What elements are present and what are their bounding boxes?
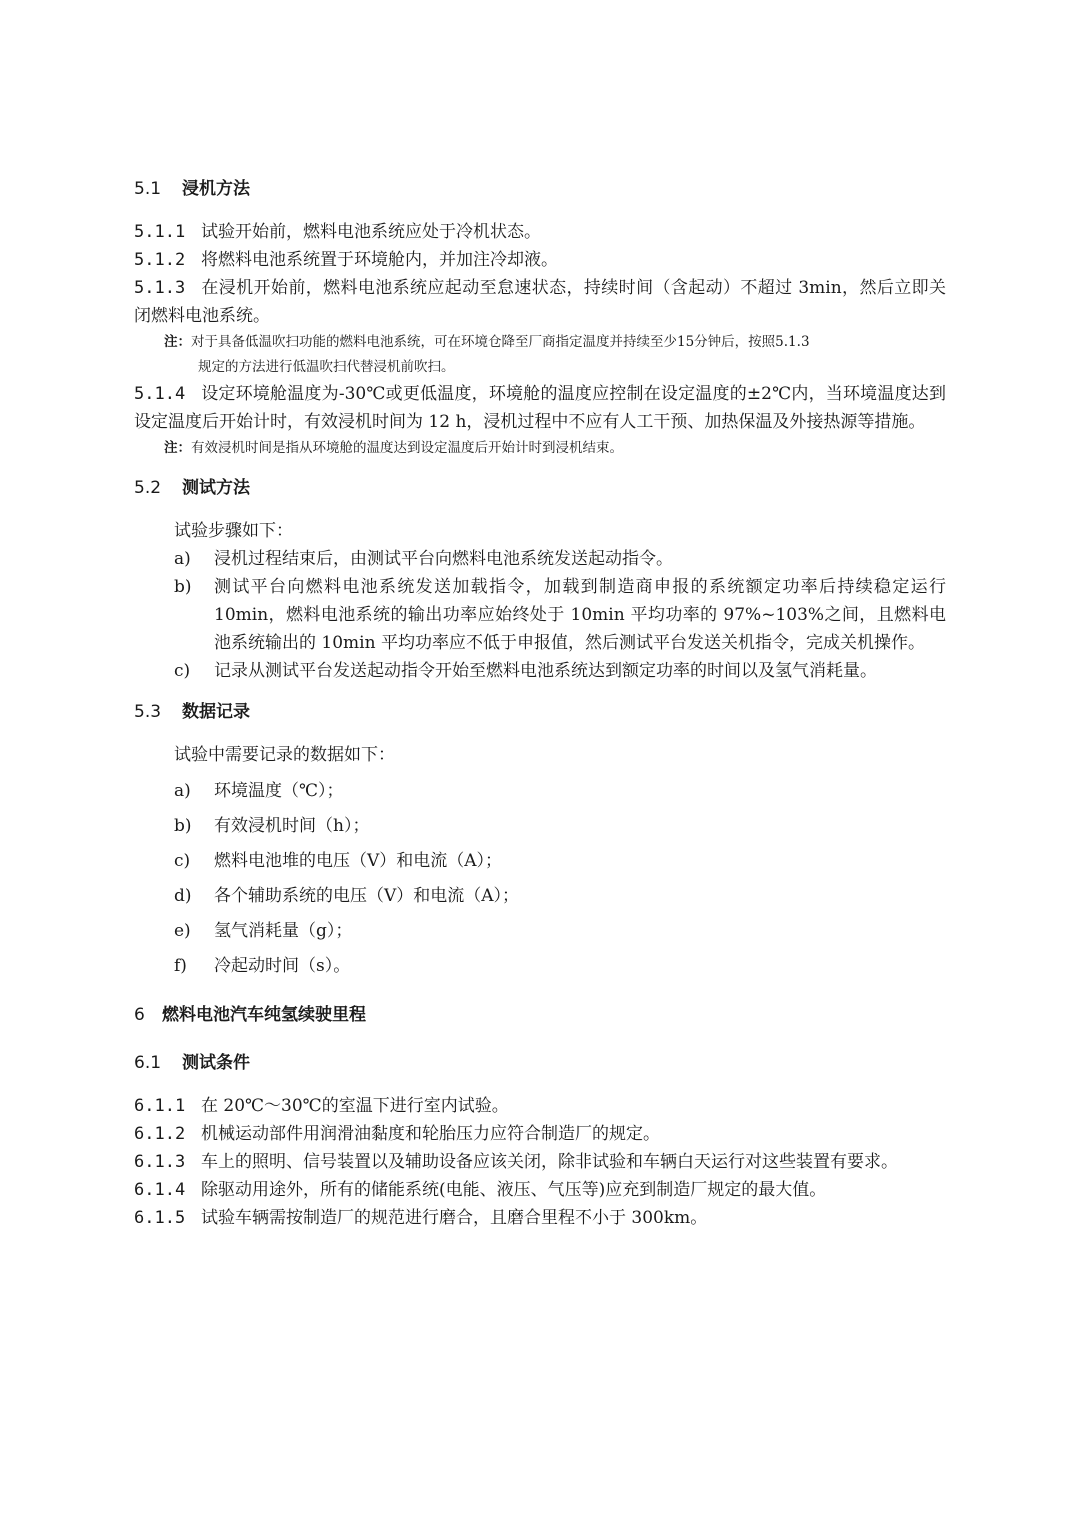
list-text: 浸机过程结束后，由测试平台向燃料电池系统发送起动指令。 [214,549,673,569]
clause-number: 5.1.2 [134,250,186,270]
section-heading-5-2 [134,475,946,501]
note-text: 有效浸机时间是指从环境舱的温度达到设定温度后开始计时到浸机结束。 [191,440,623,456]
clause-number: 5.1.3 [134,278,186,298]
list-label: b) [174,816,192,836]
note-text-line1: 对于具备低温吹扫功能的燃料电池系统，可在环境仓降至厂商指定温度并持续至少15分钟后，按照5.1.3 [191,334,810,350]
note-5-1-4 [134,436,946,461]
section-number: 5.1 [134,179,162,199]
clause-text: 试验开始前，燃料电池系统应处于冷机状态。 [201,222,541,242]
section-title: 测试条件 [182,1053,250,1073]
list-item [134,545,946,573]
list-label: d) [174,886,192,906]
data-intro: 试验中需要记录的数据如下： [174,745,395,765]
chapter-heading-6 [134,1002,946,1028]
chapter-title: 燃料电池汽车纯氢续驶里程 [162,1005,366,1025]
list-text: 各个辅助系统的电压（V）和电流（A）； [214,886,520,906]
clause-6-1-5 [134,1204,946,1232]
note-text-line2: 规定的方法进行低温吹扫代替浸机前吹扫。 [198,359,455,375]
list-item [134,812,946,840]
clause-5-1-4 [134,380,946,436]
list-item [134,657,946,685]
clause-number: 6.1.1 [134,1096,186,1116]
document-content [134,176,946,1232]
list-item [134,917,946,945]
list-label: f) [174,956,187,976]
list-item [134,847,946,875]
data-list [134,777,946,980]
section-title: 浸机方法 [182,179,250,199]
list-text: 有效浸机时间（h）； [214,816,370,836]
clause-number: 6.1.5 [134,1208,186,1228]
clause-6-1-4 [134,1176,946,1204]
list-label: c) [174,661,191,681]
list-item [134,882,946,910]
clause-text: 将燃料电池系统置于环境舱内，并加注冷却液。 [201,250,558,270]
clause-5-1-2 [134,246,946,274]
clause-number: 5.1.4 [134,384,186,404]
section-title: 数据记录 [182,702,250,722]
section-number: 5.2 [134,478,162,498]
list-label: a) [174,781,191,801]
list-item [134,952,946,980]
clause-text: 在 20℃～30℃的室温下进行室内试验。 [201,1096,509,1116]
list-label: c) [174,851,191,871]
list-item [134,573,946,657]
section-heading-5-1 [134,176,946,202]
steps-list [134,545,946,685]
section-number: 6.1 [134,1053,162,1073]
clause-5-1-1 [134,218,946,246]
section-heading-6-1 [134,1050,946,1076]
list-label: b) [174,577,192,597]
section-number: 5.3 [134,702,162,722]
list-label: a) [174,549,191,569]
list-item [134,777,946,805]
clause-text: 设定环境舱温度为-30℃或更低温度，环境舱的温度应控制在设定温度的±2℃内，当环境温度达到设定温度后开始计时，有效浸机时间为 12 h，浸机过程中不应有人工干预、加热保温及外接热源等措施。 [134,384,946,432]
clause-number: 6.1.4 [134,1180,186,1200]
clause-text: 试验车辆需按制造厂的规范进行磨合，且磨合里程不小于 300km。 [201,1208,708,1228]
note-label: 注： [164,334,191,350]
clause-number: 5.1.1 [134,222,186,242]
note-5-1-3 [134,330,946,380]
list-text: 记录从测试平台发送起动指令开始至燃料电池系统达到额定功率的时间以及氢气消耗量。 [214,661,877,681]
note-label: 注： [164,440,191,456]
clause-5-1-3 [134,274,946,330]
list-label: e) [174,921,191,941]
list-text: 氢气消耗量（g）； [214,921,353,941]
section-title: 测试方法 [182,478,250,498]
clause-text: 车上的照明、信号装置以及辅助设备应该关闭，除非试验和车辆白天运行对这些装置有要求。 [201,1152,898,1172]
clause-6-1-1 [134,1092,946,1120]
clause-text: 除驱动用途外，所有的储能系统(电能、液压、气压等)应充到制造厂规定的最大值。 [201,1180,827,1200]
clause-number: 6.1.3 [134,1152,186,1172]
section-heading-5-3 [134,699,946,725]
steps-intro: 试验步骤如下： [174,521,293,541]
clause-text: 在浸机开始前，燃料电池系统应起动至怠速状态，持续时间（含起动）不超过 3min，然后立即关闭燃料电池系统。 [134,278,946,326]
clause-number: 6.1.2 [134,1124,186,1144]
clause-6-1-3 [134,1148,946,1176]
list-text: 测试平台向燃料电池系统发送加载指令，加载到制造商申报的系统额定功率后持续稳定运行 10min，燃料电池系统的输出功率应始终处于 10min 平均功率的 97%~103%之间，且燃料电池系统输出的 10min 平均功率应不低于申报值，然后测试平台发送关机指令，完成关机操作。 [214,577,946,653]
chapter-number: 6 [134,1005,145,1025]
list-text: 燃料电池堆的电压（V）和电流（A）； [214,851,503,871]
clause-text: 机械运动部件用润滑油黏度和轮胎压力应符合制造厂的规定。 [201,1124,660,1144]
clause-6-1-2 [134,1120,946,1148]
list-text: 冷起动时间（s）。 [214,956,351,976]
list-text: 环境温度（℃）； [214,781,344,801]
